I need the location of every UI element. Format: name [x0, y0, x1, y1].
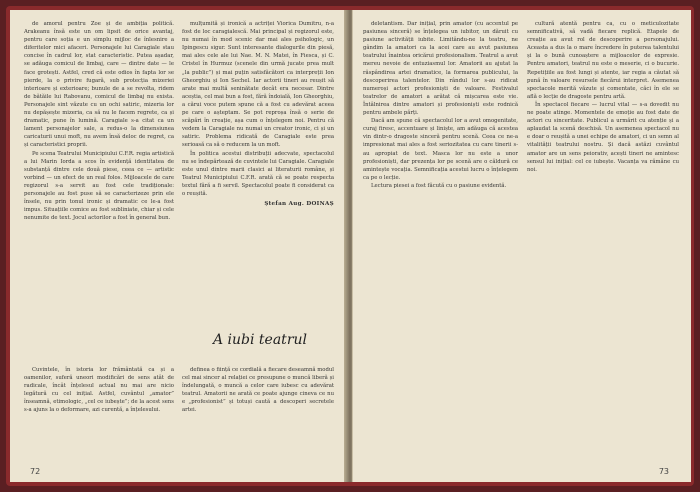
book-spread [6, 6, 694, 486]
right-page-column-1 [363, 20, 518, 460]
article-paragraph: definea o ființă ce cordială a fiecare deseamnă modul cel mai sincer al relației ce presupune o muncă liberă și îndelungată, o muncă a celor care iubesc cu adevărat teatrul. Amatorii ne arată ce poate ajunge cineva ce nu e „profesionist” și totuși caută a descoperi secretele artei. [182, 367, 334, 414]
article-paragraph: În politica acestui distribuții adecvate, spectacolul nu se îndepărtează de cuvintele lui Caragiale. Caragiale este unul dintre marii clasici ai literaturii române, și Teatrul Municipiului C.F.R. arată că se poate respecta textul fără a fi servil. Spectacolul poate fi considerat ca o reușită. [182, 150, 334, 197]
author-signature: Ștefan Aug. DOINAȘ [264, 201, 334, 208]
article-paragraph: Lectura piesei a fost făcută cu o pasiune evidentă. [371, 182, 507, 189]
article-paragraph: Cuvintele, în istoria lor frământată ca și a oamenilor, suferă uneori modificări de sens atât de radicale, încât înțelesul actual nu mai are nicio legătură cu cel inițial. Astfel, cuvântul „amator” înseamnă, etimologic, „cel ce iubește”; de la acest sens s-a ajuns la o deformare, azi curentă, a înțelesului. [24, 367, 174, 414]
article-paragraph: deletantism. Dar inițial, prin amator (cu accentul pe pasiunea sinceră) se înțelegea un iubitor, un dăruit cu pasiune activității iubite. Limitându-ne la teatru, ne gândim la amatori ca la acei care au avut pasiunea teatrului înaintea oricărui profesionalism. Teatrul a avut mereu nevoie de entuziasmul lor. Amatorii au ajutat la răspândirea artei dramatice, la formarea publicului, la descoperirea talentelor. Din rândul lor s-au ridicat numeroși actori profesioniști de valoare. Festivalul teatrelor de amatori a arătat că mișcarea este vie. Întâlnirea dintre amatori și profesioniști este rodnică pentru ambele părți. [363, 21, 518, 117]
article-heading: A iubi teatrul [212, 332, 307, 348]
left-page-column-1 [24, 20, 174, 222]
article-paragraph: mulțumită și ironică a actriței Viorica Dumitru, n-a fost de loc caragialescă. Mai principal și regizorul este, nu numai în mod scenic dar mai ales psihologic, un Ipingescu sigur. Sunt interesante dialogurile din piesă, mai ales cele ale lui Nae. M. N. Matei, în Fiesca, și C. Cristel în Hurmuz (scenele din urmă jucate prea mult „la public”) și mai puțin satisfăcători ca interpreții Ion Gheorghiu și Ion Sechel. Iar actorii tineri au reușit să arate mai multă seninătate decât era necesar. Dintre aceștia, cel mai bun a fost, fără îndoială, Ion Gheorghiu, a cărui voce putem spune că a fost cu adevărat aceea pe care o așteptam. Se pot reproșa însă o serie de scăpări în creație, așa cum o înțelegem noi. Pentru că vedem la Caragiale nu numai un creator ironic, ci și un satiric. Problema ridicată de Caragiale este prea serioasă ca să o reducem la un moft. [182, 21, 334, 149]
article-paragraph: În spectacol fiecare — lucrul vital — s-a dovedit nu ne poate atinge. Momentele de emoție au fost date de actori cu sinceritate. Publicul a urmărit cu atenție și a aplaudat la scenă deschisă. Un asemenea spectacol nu e doar o reușită a unei echipe de amatori, ci un semn al vitalității teatrului nostru. Și dacă astăzi cuvântul amator are un sens peiorativ, acești tineri ne amintesc sensul lui inițial: cel ce iubește. Vacanța va rămâne cu noi. [527, 101, 679, 173]
article-paragraph: de amorul pentru Zoe și de ambiția politică. Arakeanu însă este un om lipsit de orice avantaj, pentru care soția e un simplu mijloc de înlesnire a diferitelor mici afaceri. Personajele lui Caragiale stau concise în cadrul lor, stat caracteristic. Putea așadar, se adăuga comicul de limbaj, care — dintre date — le face grotești. Astfel, cred că este odios în fapta lor se pierde, la o privire fugară, sub protecția mizeriei interioare și exterioare; bunule de a se revolta, ridem de bătăile lui Rabovanu, comicul de limbaj nu exista. Personajele sint văzute cu un ochi satiric, mizeria lor nu depășește mizeria, ca să nu le facem regrete, ca și dramatic, pune în lumină. Caragiale s-a citat ca un lament personajelor sale, a redus-o la dimensiunea caricaturii unui moft, nu avem însă deloc de regret, ca și caracteristici proprii. [24, 21, 174, 149]
left-page-column-4 [182, 366, 334, 466]
left-page [10, 10, 349, 482]
page-number: 73 [658, 467, 669, 476]
page-number: 72 [30, 467, 41, 476]
article-paragraph: Dacă am spune că spectacolul lor a avut omogenitate, curaj firesc, accentuare și liniște, am adăuga că acestea vin dintr-o dragoste sinceră pentru scenă. Ceea ce ne-a impresionat mai ales a fost seriozitatea cu care tinerii s-au apropiat de text. Masca lor nu este a unor profesioniști, dar prezența lor pe scenă are o căldură ce amintește vocația. Semnificația acestui lucru o înțelegem ca pe o lecție. [363, 118, 518, 181]
right-page [352, 10, 691, 482]
left-page-column-3 [24, 366, 174, 466]
article-paragraph: Pe scena Teatrului Municipiului C.F.R. regia artistică a lui Marin Iorda a scos în evidență identitatea de substanță dintre cele două piese, ceea ce — artistic vorbind — un efect de un real folos. Mijloacele de care regizorul s-a servit au fost cele tradiționale: personajele au fost puse să se caracterizeze prin ele însele, nu prin tonul ironic și dramatic ce le-a fost impus. Situațiile comice au fost subliniate, chiar și cele nenumite de text. Jocul actorilor a fost în general bun. [24, 150, 174, 222]
left-page-column-2 [182, 20, 334, 208]
right-page-column-2 [527, 20, 679, 460]
article-paragraph: cultură atentă pentru ca, cu o meticulozitate semnificativă, să vadă fiecare replică. Etapele de creație au avut rol de descoperire a personajului. Aceasta a dus la o mare încredere în puterea talentului și la o bună cunoaștere a mijloacelor de expresie. Pentru amatori, teatrul nu este o meserie, ci o bucurie. Repetițiile au fost lungi și atente, iar regia a căutat să pună în valoare resursele fiecărui interpret. Asemenea spectacole merită văzute și comentate, căci în ele se află o lecție de dragoste pentru artă. [527, 21, 679, 100]
